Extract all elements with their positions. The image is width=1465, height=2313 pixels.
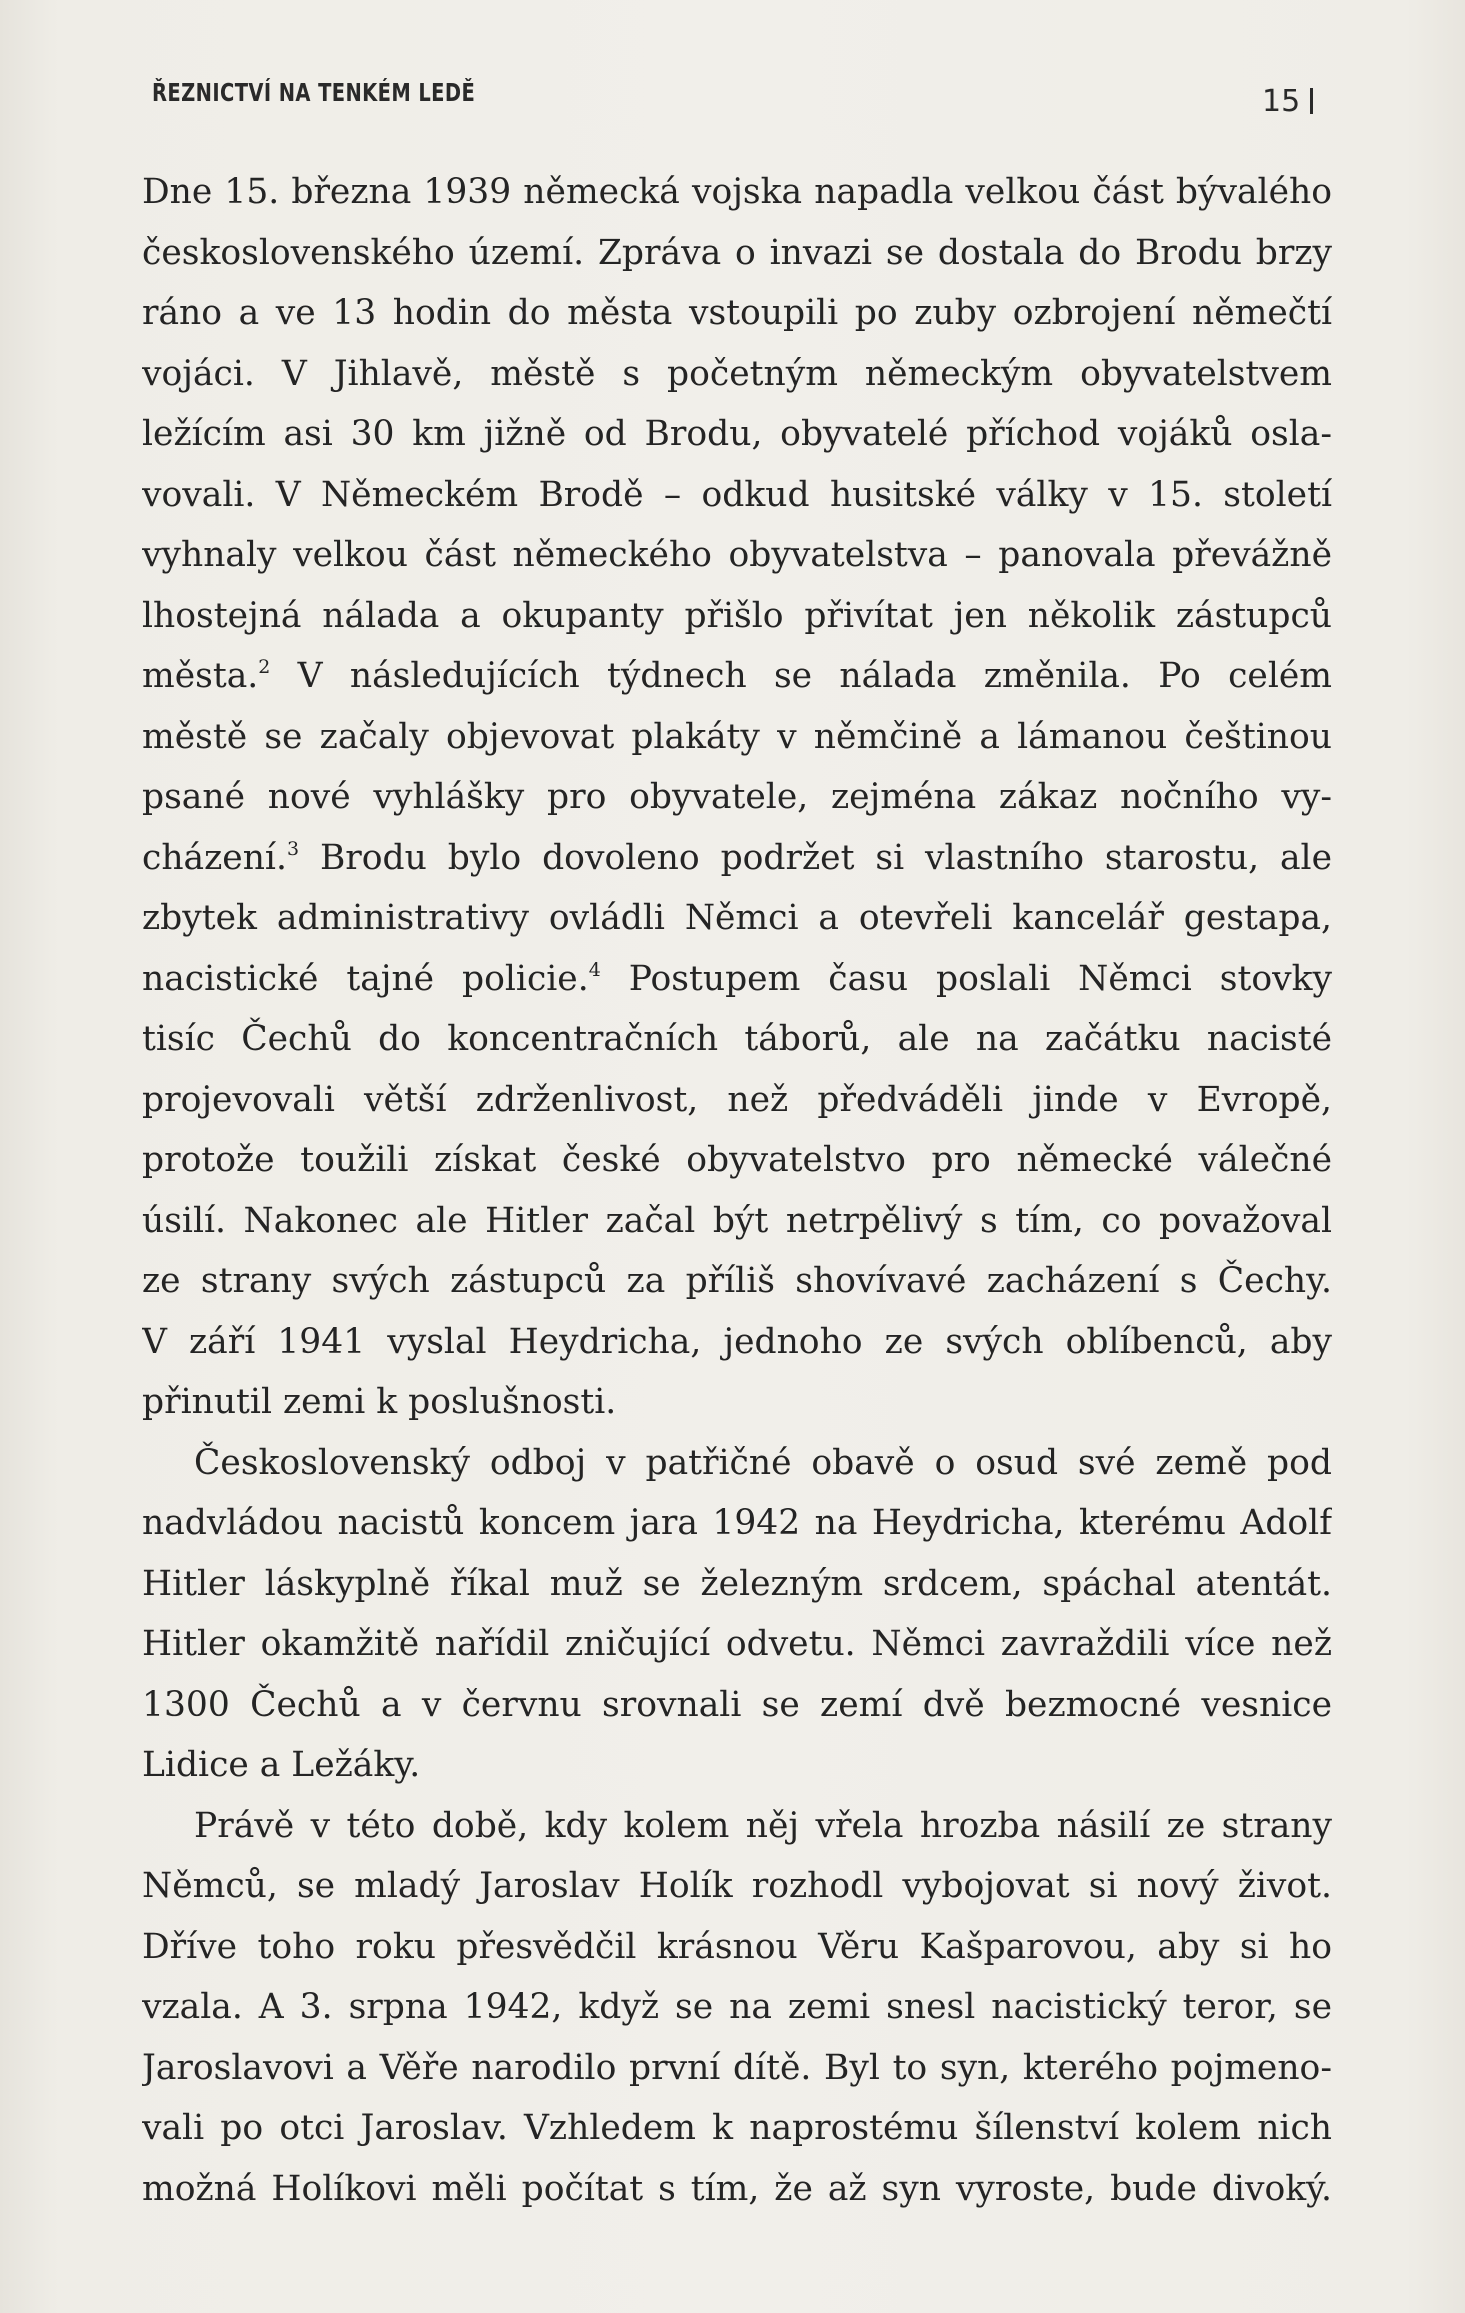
line-text: úsilí. Nakonec ale Hitler začal být netrpělivý s tím, co považoval [142, 1200, 1332, 1241]
text-line [142, 1191, 1332, 1252]
line-text: 1300 Čechů a v červnu srovnali se zemí dvě bezmocné vesnice [142, 1684, 1332, 1725]
body-text [142, 162, 1332, 2219]
text-line [142, 404, 1332, 465]
line-text: městě se začaly objevovat plakáty v němčině a lámanou češtinou [142, 716, 1332, 757]
line-text: Dne 15. března 1939 německá vojska napadla velkou část bývalého [142, 172, 1332, 212]
text-line [142, 1070, 1332, 1131]
page-number-text: 15 [1262, 84, 1301, 119]
line-text: ráno a ve 13 hodin do města vstoupili po zuby ozbrojení němečtí [142, 293, 1332, 333]
text-line [142, 465, 1332, 526]
line-text: zbytek administrativy ovládli Němci a otevřeli kancelář gestapa, [142, 898, 1332, 938]
page-number [1262, 84, 1313, 119]
line-text: ležícím asi 30 km jižně od Brodu, obyvatelé příchod vojáků osla- [142, 414, 1332, 454]
text-line [142, 1614, 1332, 1675]
text-line [142, 707, 1332, 768]
text-line [142, 949, 1332, 1010]
text-line [142, 1433, 1332, 1494]
line-text: lhostejná nálada a okupanty přišlo přivítat jen několik zástupců [142, 595, 1332, 636]
text-line [142, 1735, 1332, 1796]
line-text: V září 1941 vyslal Heydricha, jednoho ze svých oblíbenců, aby [142, 1321, 1332, 1362]
text-line [142, 2038, 1332, 2099]
text-line [142, 283, 1332, 344]
line-text: Československý odboj v patřičné obavě o osud své země pod [194, 1442, 1332, 1483]
text-line [142, 1009, 1332, 1070]
text-line [142, 223, 1332, 284]
line-text: Dříve toho roku přesvědčil krásnou Věru Kašparovou, aby si ho [142, 1926, 1332, 1967]
text-line [142, 1130, 1332, 1191]
line-text: Právě v této době, kdy kolem něj vřela hrozba násilí ze strany [194, 1805, 1332, 1846]
line-text: města. [142, 656, 259, 696]
line-text: vali po otci Jaroslav. Vzhledem k naprostému šílenství kolem nich [142, 2108, 1332, 2148]
folio-rule [1310, 88, 1313, 114]
footnote-ref-3[interactable]: 3 [286, 837, 300, 860]
text-line [142, 1977, 1332, 2038]
text-line [142, 162, 1332, 223]
text-line [142, 1675, 1332, 1736]
text-line [142, 1917, 1332, 1978]
running-head: ŘEZNICTVÍ NA TENKÉM LEDĚ [152, 78, 476, 107]
text-line [142, 586, 1332, 647]
text-line [142, 344, 1332, 405]
line-text: Hitler okamžitě nařídil zničující odvetu. Němci zavraždili více než [142, 1624, 1332, 1664]
line-text: ze strany svých zástupců za příliš shovívavé zacházení s Čechy. [142, 1261, 1332, 1301]
line-text: vyhnaly velkou část německého obyvatelstva – panovala převážně [142, 535, 1332, 575]
line-text: V následujících týdnech se nálada změnila. Po celém [270, 656, 1332, 696]
footnote-ref-2[interactable]: 2 [258, 655, 271, 678]
line-text: Hitler láskyplně říkal muž se železným srdcem, spáchal atentát. [142, 1563, 1332, 1604]
line-text: Postupem času poslali Němci stovky [600, 958, 1332, 999]
line-text: československého území. Zpráva o invazi se dostala do Brodu brzy [142, 232, 1332, 273]
text-line [142, 2159, 1332, 2220]
text-line [142, 2098, 1332, 2159]
line-text: přinutil zemi k poslušnosti. [142, 1382, 617, 1422]
line-text: vovali. V Německém Brodě – odkud husitské války v 15. století [142, 474, 1332, 515]
line-text: nacistické tajné policie. [142, 958, 589, 999]
line-text: psané nové vyhlášky pro obyvatele, zejména zákaz nočního vy- [142, 777, 1332, 817]
line-text: cházení. [142, 837, 287, 878]
text-line [142, 767, 1332, 828]
text-line [142, 646, 1332, 707]
line-text: Němců, se mladý Jaroslav Holík rozhodl vybojovat si nový život. [142, 1866, 1332, 1906]
text-line [142, 1372, 1332, 1433]
line-text: možná Holíkovi měli počítat s tím, že až syn vyroste, bude divoký. [142, 2168, 1332, 2209]
text-line [142, 525, 1332, 586]
line-text: nadvládou nacistů koncem jara 1942 na Heydricha, kterému Adolf [142, 1503, 1332, 1543]
text-line [142, 1251, 1332, 1312]
text-line [142, 1493, 1332, 1554]
text-line [142, 828, 1332, 889]
text-line [142, 1312, 1332, 1373]
line-text: vojáci. V Jihlavě, městě s početným německým obyvatelstvem [142, 353, 1332, 394]
footnote-ref-4[interactable]: 4 [588, 958, 601, 981]
line-text: Lidice a Ležáky. [142, 1745, 421, 1785]
line-text: tisíc Čechů do koncentračních táborů, ale na začátku nacisté [142, 1019, 1332, 1059]
line-text: vzala. A 3. srpna 1942, když se na zemi snesl nacistický teror, se [142, 1987, 1332, 2027]
text-line [142, 888, 1332, 949]
text-line [142, 1856, 1332, 1917]
line-text: Brodu bylo dovoleno podržet si vlastního starostu, ale [299, 837, 1332, 878]
line-text: Jaroslavovi a Věře narodilo první dítě. Byl to syn, kterého pojmeno- [142, 2047, 1332, 2088]
text-line [142, 1796, 1332, 1857]
line-text: protože toužili získat české obyvatelstvo pro německé válečné [142, 1140, 1332, 1180]
text-line [142, 1554, 1332, 1615]
line-text: projevovali větší zdrženlivost, než předváděli jinde v Evropě, [142, 1079, 1332, 1120]
